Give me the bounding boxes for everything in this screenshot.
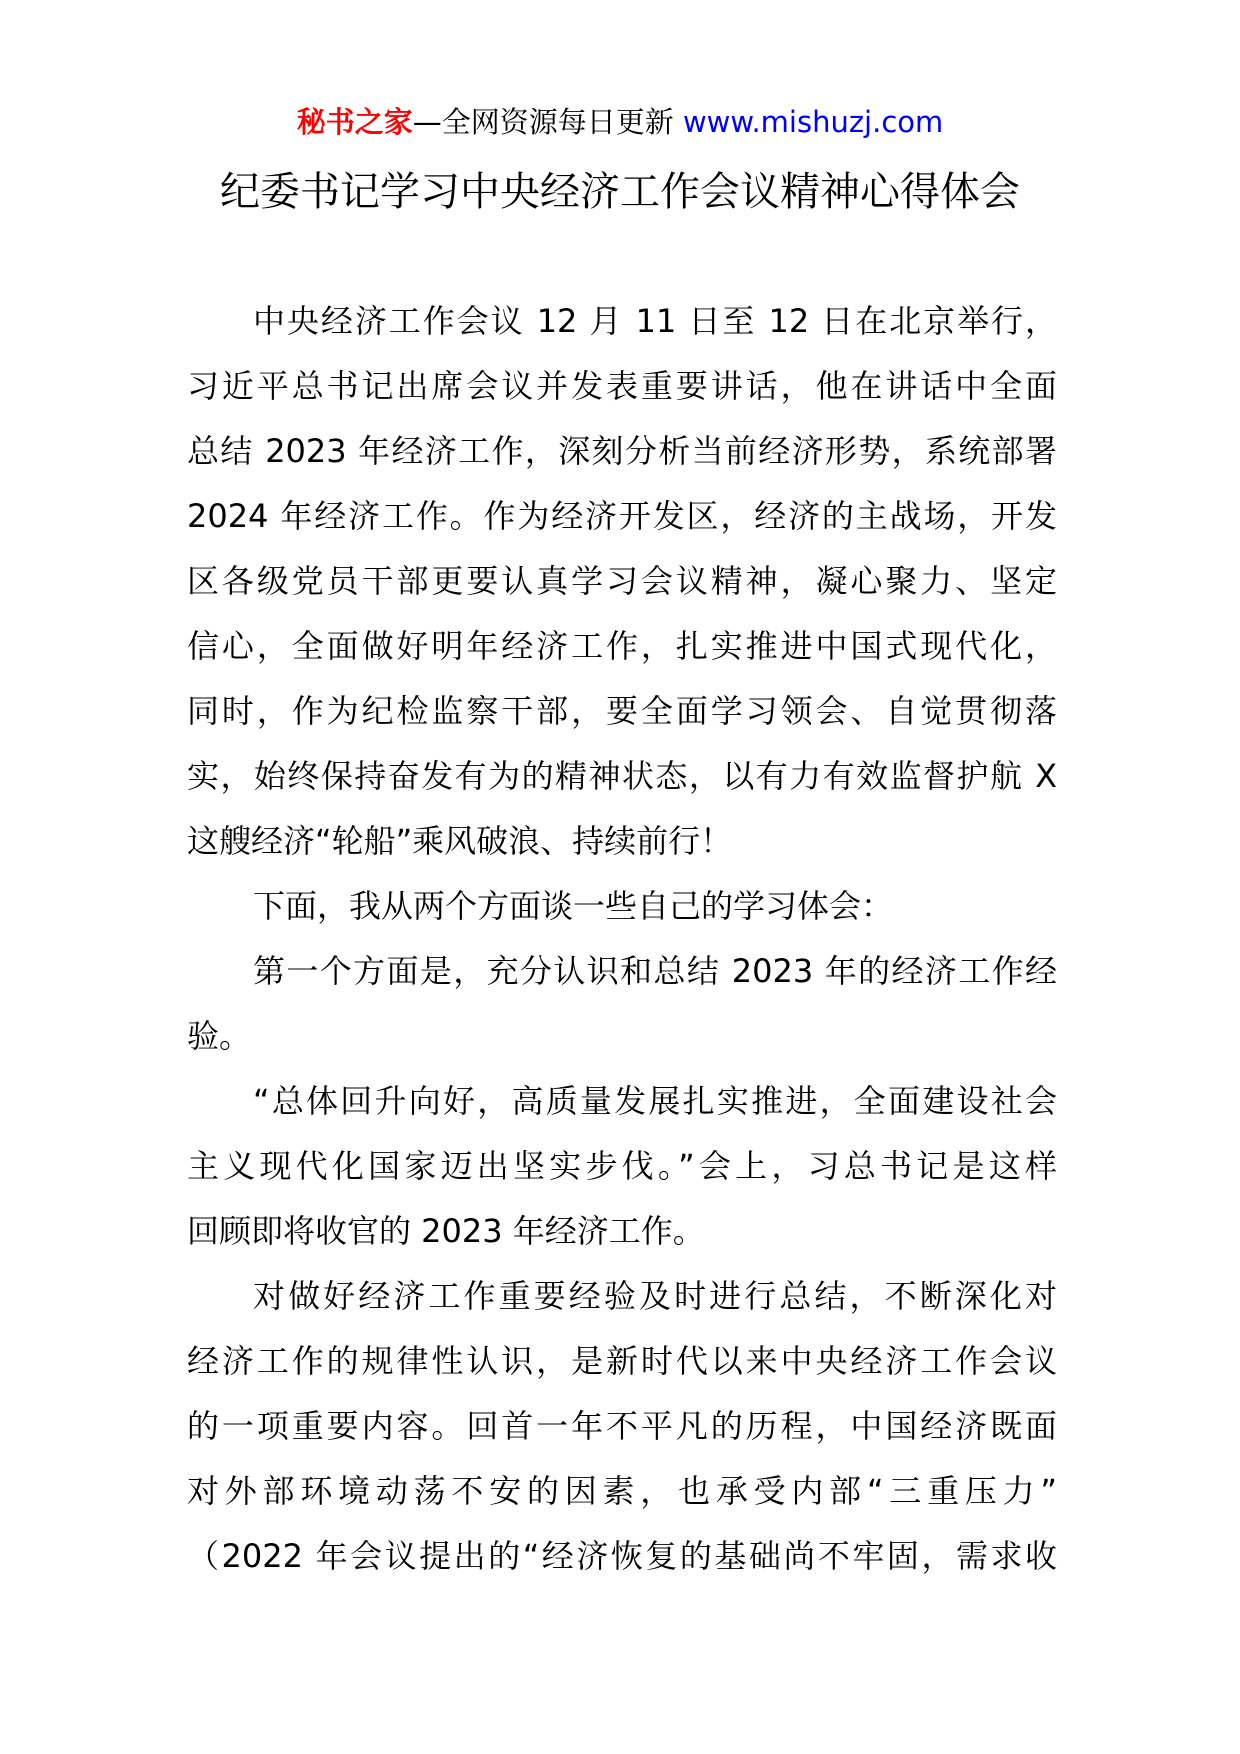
- body-line: 对做好经济工作重要经验及时进行总结，不断深化对: [253, 1277, 1057, 1315]
- body-line: 下面，我从两个方面谈一些自己的学习体会：: [253, 887, 894, 925]
- body-line: 对外部环境动荡不安的因素，也承受内部“三重压力”: [187, 1472, 1057, 1510]
- site-url-link[interactable]: www.mishuzj.com: [682, 105, 944, 139]
- document-title: 纪委书记学习中央经济工作会议精神心得体会: [220, 169, 1020, 215]
- body-line: 验。: [187, 1017, 252, 1055]
- body-line: 经济工作的规律性认识，是新时代以来中央经济工作会议: [187, 1342, 1057, 1380]
- body-line: 实，始终保持奋发有为的精神状态，以有力有效监督护航 X: [187, 757, 1057, 795]
- document-body: [187, 289, 1057, 1589]
- body-line: 信心，全面做好明年经济工作，扎实推进中国式现代化，: [187, 627, 1057, 665]
- body-line: 习近平总书记出席会议并发表重要讲话，他在讲话中全面: [187, 367, 1057, 405]
- body-line: 的一项重要内容。回首一年不平凡的历程，中国经济既面: [187, 1407, 1057, 1445]
- body-line: 回顾即将收官的 2023 年经济工作。: [187, 1212, 705, 1250]
- body-line: 这艘经济“轮船”乘风破浪、持续前行！: [187, 822, 733, 860]
- body-line: 总结 2023 年经济工作，深刻分析当前经济形势，系统部署: [187, 432, 1057, 470]
- body-line: 主义现代化国家迈出坚实步伐。”会上，习总书记是这样: [187, 1147, 1057, 1185]
- body-line: 第一个方面是，充分认识和总结 2023 年的经济工作经: [253, 952, 1057, 990]
- body-line: 同时，作为纪检监察干部，要全面学习领会、自觉贯彻落: [187, 692, 1057, 730]
- body-line: （2022 年会议提出的“经济恢复的基础尚不牢固，需求收: [187, 1537, 1057, 1575]
- header-tagline: —全网资源每日更新: [412, 105, 683, 139]
- body-line: 中央经济工作会议 12 月 11 日至 12 日在北京举行，: [253, 302, 1057, 340]
- body-line: 2024 年经济工作。作为经济开发区，经济的主战场，开发: [187, 497, 1057, 535]
- site-header: [0, 102, 1240, 142]
- body-line: “总体回升向好，高质量发展扎实推进，全面建设社会: [253, 1082, 1057, 1120]
- brand-name: 秘书之家: [296, 105, 413, 139]
- body-line: 区各级党员干部更要认真学习会议精神，凝心聚力、坚定: [187, 562, 1057, 600]
